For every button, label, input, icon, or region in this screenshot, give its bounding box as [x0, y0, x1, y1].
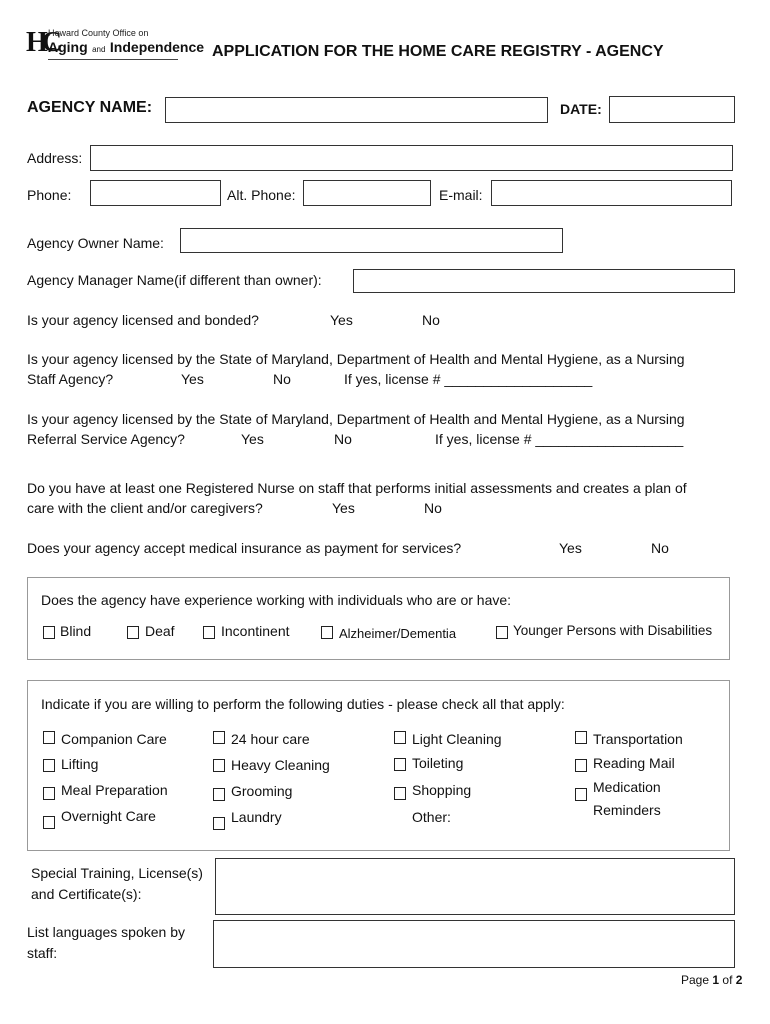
- duty-shopping: Shopping: [412, 782, 472, 798]
- duty-reading-mail: Reading Mail: [593, 755, 675, 771]
- alt-phone-label: Alt. Phone:: [227, 187, 296, 203]
- languages-label-line1: List languages spoken by: [27, 924, 185, 940]
- logo-independence: Independence: [109, 39, 205, 55]
- duty-transportation: Transportation: [593, 731, 683, 747]
- phone-field[interactable]: [90, 180, 221, 206]
- checkbox-shopping[interactable]: [394, 787, 406, 800]
- q2-line2: Staff Agency?: [27, 371, 114, 387]
- phone-label: Phone:: [27, 187, 72, 203]
- manager-label: Agency Manager Name(if different than owner):: [27, 272, 322, 288]
- checkbox-deaf[interactable]: [127, 626, 139, 639]
- option-younger-persons: Younger Persons with Disabilities: [513, 623, 713, 638]
- logo-line2: [48, 39, 204, 57]
- page-number: [681, 973, 742, 987]
- duty-companion-care: Companion Care: [61, 731, 167, 747]
- q2-line1: Is your agency licensed by the State of Maryland, Department of Health and Mental Hygiene, as a Nursing: [27, 351, 685, 367]
- checkbox-24-hour-care[interactable]: [213, 731, 225, 744]
- checkbox-meal-preparation[interactable]: [43, 787, 55, 800]
- q5-text: Does your agency accept medical insurance as payment for services?: [27, 540, 462, 556]
- page-num: 1: [712, 973, 720, 987]
- logo-line1: Howard County Office on: [48, 28, 149, 38]
- checkbox-reading-mail[interactable]: [575, 759, 587, 772]
- checkbox-grooming[interactable]: [213, 788, 225, 801]
- q3-yes[interactable]: Yes: [241, 431, 264, 447]
- q4-no[interactable]: No: [424, 500, 442, 516]
- duty-light-cleaning: Light Cleaning: [412, 731, 502, 747]
- manager-field[interactable]: [353, 269, 735, 293]
- languages-label-line2: staff:: [27, 945, 58, 961]
- duty-medication-line2: Reminders: [593, 802, 661, 818]
- q2-license[interactable]: If yes, license # ___________________: [344, 371, 593, 387]
- duty-medication-line1: Medication: [593, 779, 661, 795]
- checkbox-blind[interactable]: [43, 626, 55, 639]
- checkbox-incontinent[interactable]: [203, 626, 215, 639]
- checkbox-companion-care[interactable]: [43, 731, 55, 744]
- experience-prompt: Does the agency have experience working with individuals who are or have:: [41, 592, 512, 608]
- option-blind: Blind: [60, 623, 92, 639]
- checkbox-toileting[interactable]: [394, 758, 406, 771]
- duty-toileting: Toileting: [412, 755, 464, 771]
- training-label-line1: Special Training, License(s): [31, 865, 203, 881]
- languages-field[interactable]: [213, 920, 735, 968]
- checkbox-overnight-care[interactable]: [43, 816, 55, 829]
- duty-other-label: Other:: [412, 809, 451, 825]
- of-word: of: [722, 973, 733, 987]
- training-label-line2: and Certificate(s):: [31, 886, 142, 902]
- page-title: APPLICATION FOR THE HOME CARE REGISTRY - AGENCY: [212, 43, 664, 60]
- duty-meal-preparation: Meal Preparation: [61, 782, 168, 798]
- email-label: E-mail:: [439, 187, 483, 203]
- duty-24-hour-care: 24 hour care: [231, 731, 310, 747]
- duty-lifting: Lifting: [61, 756, 99, 772]
- checkbox-laundry[interactable]: [213, 817, 225, 830]
- experience-panel: [27, 577, 730, 660]
- address-field[interactable]: [90, 145, 733, 171]
- duty-heavy-cleaning: Heavy Cleaning: [231, 757, 330, 773]
- q1-text: Is your agency licensed and bonded?: [27, 312, 259, 328]
- owner-label: Agency Owner Name:: [27, 235, 164, 251]
- option-deaf: Deaf: [145, 623, 175, 639]
- option-incontinent: Incontinent: [221, 623, 290, 639]
- page-total: 2: [735, 973, 743, 987]
- q5-no[interactable]: No: [651, 540, 669, 556]
- duties-prompt: Indicate if you are willing to perform the following duties - please check all that apply:: [41, 696, 565, 712]
- checkbox-medication-reminders[interactable]: [575, 788, 587, 801]
- logo-monogram: HC: [26, 27, 56, 58]
- q2-yes[interactable]: Yes: [181, 371, 204, 387]
- agency-name-label: AGENCY NAME:: [27, 99, 153, 116]
- alt-phone-field[interactable]: [303, 180, 431, 206]
- duty-overnight-care: Overnight Care: [61, 808, 156, 824]
- email-field[interactable]: [491, 180, 732, 206]
- page-word: Page: [681, 973, 710, 987]
- checkbox-lifting[interactable]: [43, 759, 55, 772]
- logo-underline: [48, 59, 178, 60]
- q4-line2: care with the client and/or caregivers?: [27, 500, 263, 516]
- q4-line1: Do you have at least one Registered Nurse on staff that performs initial assessments and creates a plan of: [27, 480, 687, 496]
- q3-line1: Is your agency licensed by the State of Maryland, Department of Health and Mental Hygiene, as a Nursing: [27, 411, 685, 427]
- q2-no[interactable]: No: [273, 371, 291, 387]
- q3-no[interactable]: No: [334, 431, 352, 447]
- logo-and: and: [92, 45, 106, 54]
- logo: [26, 27, 205, 62]
- date-label: DATE:: [560, 101, 602, 117]
- q1-no[interactable]: No: [422, 312, 440, 328]
- checkbox-younger-persons[interactable]: [496, 626, 508, 639]
- option-alzheimer: Alzheimer/Dementia: [339, 626, 457, 641]
- checkbox-transportation[interactable]: [575, 731, 587, 744]
- logo-aging: Aging: [48, 39, 88, 55]
- agency-name-field[interactable]: [165, 97, 548, 123]
- owner-field[interactable]: [180, 228, 563, 253]
- duty-laundry: Laundry: [231, 809, 282, 825]
- training-field[interactable]: [215, 858, 735, 915]
- checkbox-alzheimer[interactable]: [321, 626, 333, 639]
- q3-line2: Referral Service Agency?: [27, 431, 185, 447]
- q1-yes[interactable]: Yes: [330, 312, 353, 328]
- q4-yes[interactable]: Yes: [332, 500, 355, 516]
- checkbox-heavy-cleaning[interactable]: [213, 759, 225, 772]
- q5-yes[interactable]: Yes: [559, 540, 582, 556]
- duty-grooming: Grooming: [231, 783, 293, 799]
- date-field[interactable]: [609, 96, 735, 123]
- q3-license[interactable]: If yes, license # ___________________: [435, 431, 684, 447]
- checkbox-light-cleaning[interactable]: [394, 731, 406, 744]
- address-label: Address:: [27, 150, 83, 166]
